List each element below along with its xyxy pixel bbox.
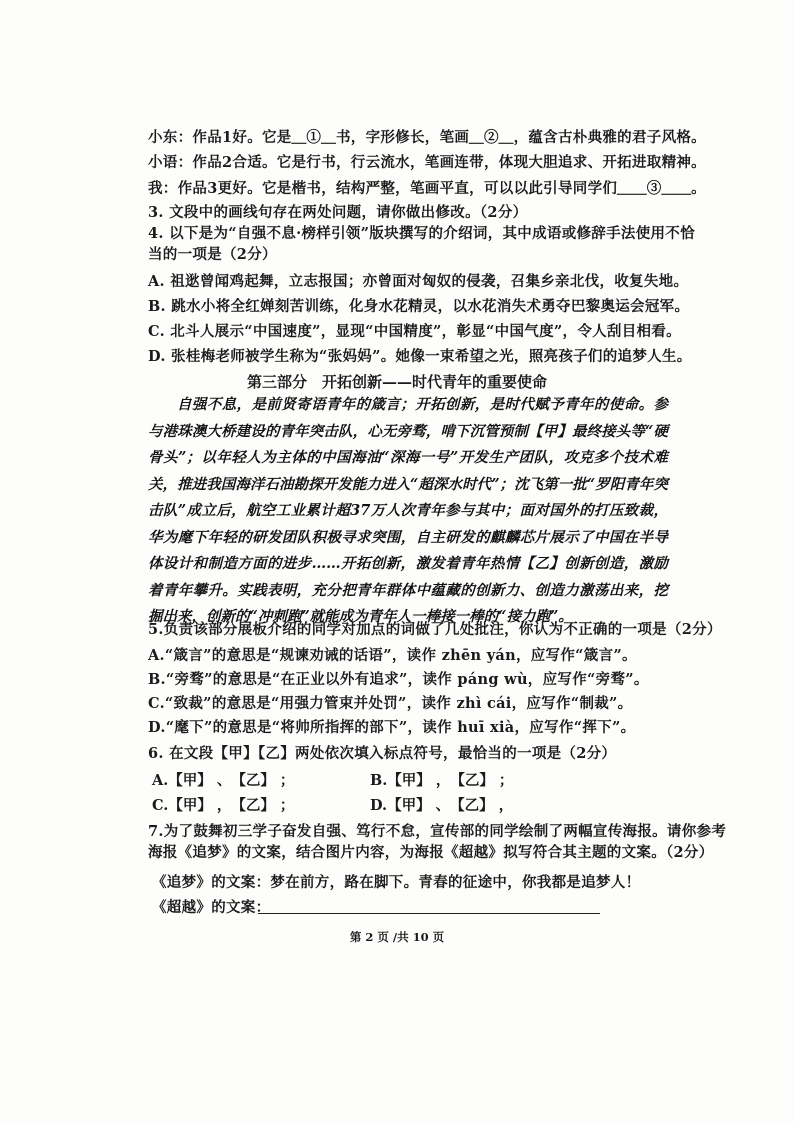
question-4-stem-2: 当的一项是（2分） (148, 246, 277, 263)
section-heading: 第三部分 开拓创新——时代青年的重要使命 (246, 373, 547, 391)
question-5-option-c: C.“致裁”的意思是“用强力管束并处罚”，读作 zhì cái，应写作“制裁”。 (148, 695, 633, 712)
reading-passage (148, 392, 668, 631)
question-4-option-b: B. 跳水小将全红婵刻苦训练，化身水花精灵，以水花消失术勇夺巴黎奥运会冠军。 (148, 298, 690, 315)
question-7-example: 《追梦》的文案：梦在前方，路在脚下。青春的征途中，你我都是追梦人！ (152, 874, 641, 891)
question-4-stem-1: 4. 以下是为“自强不息·榜样引领”版块撰写的介绍词，其中成语或修辞手法使用不恰 (148, 225, 695, 242)
question-5-option-d: D.“麾下”的意思是“将帅所指挥的部下”，读作 huī xià，应写作“挥下”。 (148, 719, 636, 736)
question-6-option-b: B.【甲】 ， 【乙】 ； (370, 772, 514, 789)
question-5-stem: 5.负责该部分展板介绍的同学对加点的词做了几处批注，你认为不正确的一项是（2分） (148, 621, 722, 638)
question-4-option-d: D. 张桂梅老师被学生称为“张妈妈”。她像一束希望之光，照亮孩子们的追梦人生。 (148, 348, 692, 365)
question-7-stem-1: 7.为了鼓舞初三学子奋发自强、笃行不怠，宣传部的同学绘制了两幅宣传海报。请你参考 (148, 823, 727, 840)
question-4-option-a: A. 祖逖曾闻鸡起舞，立志报国；亦曾面对匈奴的侵袭，召集乡亲北伐，收复失地。 (148, 273, 689, 290)
question-6-stem: 6. 在文段【甲】【乙】两处依次填入标点符号，最恰当的一项是（2分） (148, 745, 617, 762)
dialogue-line-3: 我：作品3更好。它是楷书，结构严整，笔画平直，可以以此引导同学们＿＿③＿＿。 (148, 180, 706, 197)
question-5-option-a: A.“箴言”的意思是“规谏劝诫的话语”，读作 zhēn yán，应写作“箴言”。 (148, 647, 637, 664)
question-7-answer-label: 《超越》的文案： (152, 899, 271, 916)
page-footer: 第 2 页 /共 10 页 (349, 930, 445, 944)
answer-blank-line[interactable] (258, 913, 600, 914)
question-4-option-c: C. 北斗人展示“中国速度”，显现“中国精度”，彰显“中国气度”，令人刮目相看。 (148, 323, 681, 340)
question-6-option-a: A.【甲】 、 【乙】 ； (152, 772, 295, 789)
question-6-option-d: D.【甲】 、 【乙】 ， (370, 797, 514, 814)
passage-text: 自强不息，是前贤寄语青年的箴言；开拓创新，是时代赋予青年的使命。参与港珠澳大桥建设的青年突击队，心无旁骛，啃下沉管预制【甲】最终接头等“硬骨头”；以年轻人为主体的中国海油“深海一号”开发生产团队，攻克多个技术难关，推进我国海洋石油勘探开发能力进入“超深水时代”；沈飞第一批“罗阳青年突击队”成立后，航空工业累计超37万人次青年参与其中；面对国外的打压致裁，华为麾下年轻的研发团队积极寻求突围，自主研发的麒麟芯片展示了中国在半导体设计和制造方面的进步……开拓创新，激发着青年热情【乙】创新创造，激励着青年攀升。实践表明，充分把青年群体中蕴藏的创新力、创造力激荡出来，挖掘出来，创新的“冲刺跑”就能成为青年人一棒接一棒的“接力跑”。 (148, 396, 668, 625)
question-7-stem-2: 海报《追梦》的文案，结合图片内容，为海报《超越》拟写符合其主题的文案。（2分） (148, 844, 714, 861)
question-5-option-b: B.“旁骛”的意思是“在正业以外有追求”，读作 páng wù，应写作“旁骛”。 (148, 671, 649, 688)
question-6-option-c: C.【甲】 ， 【乙】 ； (152, 797, 295, 814)
question-3: 3. 文段中的画线句存在两处问题，请你做出修改。（2分） (148, 204, 528, 221)
dialogue-line-2: 小语：作品2合适。它是行书，行云流水，笔画连带，体现大胆追求、开拓进取精神。 (148, 154, 706, 171)
dialogue-line-1: 小东：作品1好。它是＿①＿书，字形修长，笔画＿②＿，蕴含古朴典雅的君子风格。 (148, 129, 706, 146)
